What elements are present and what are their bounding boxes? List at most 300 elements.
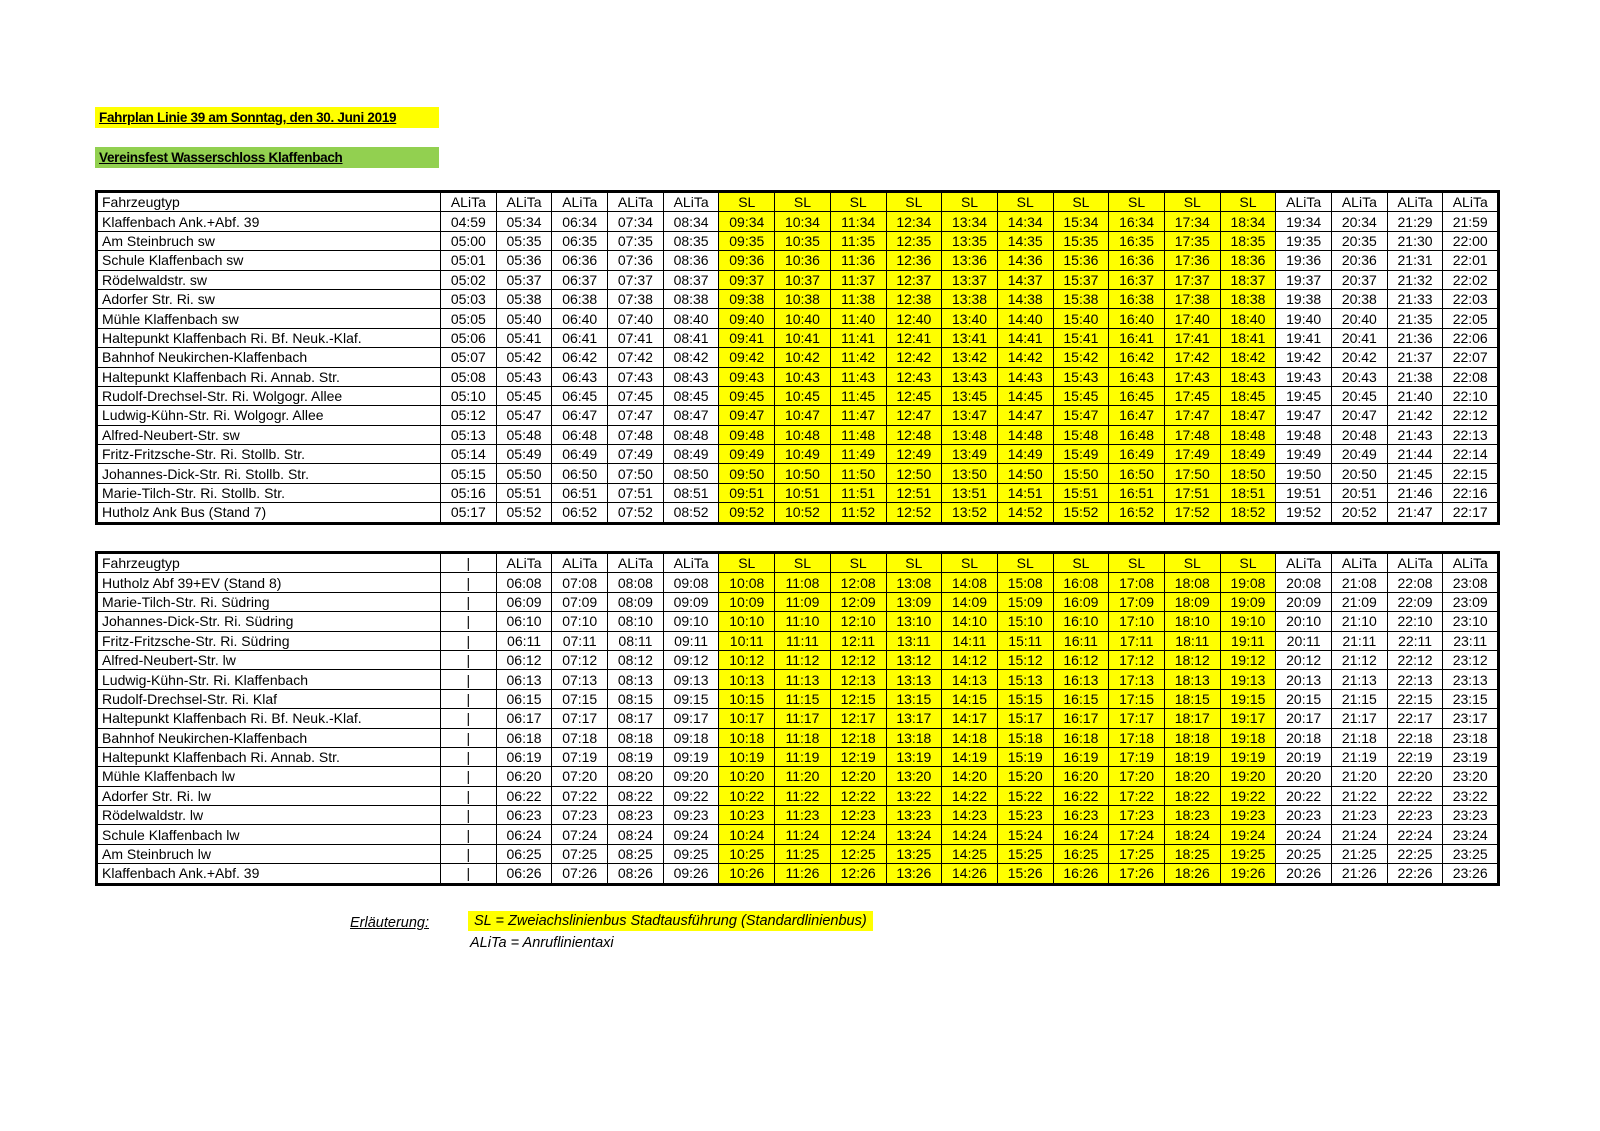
departure-time-cell: 21:46 bbox=[1387, 483, 1443, 502]
departure-time-cell: 21:19 bbox=[1332, 747, 1388, 766]
departure-time-cell: 10:34 bbox=[775, 212, 831, 231]
sl-column-header: SL bbox=[1053, 553, 1109, 573]
departure-time-cell: 13:37 bbox=[942, 270, 998, 289]
departure-time-cell: 20:13 bbox=[1276, 670, 1332, 689]
no-stop-pipe-cell: | bbox=[441, 709, 497, 728]
departure-time-cell: 18:25 bbox=[1164, 844, 1220, 863]
departure-time-cell: 13:20 bbox=[886, 767, 942, 786]
departure-time-cell: 06:49 bbox=[552, 445, 608, 464]
departure-time-cell: 13:22 bbox=[886, 786, 942, 805]
departure-time-cell: 10:18 bbox=[719, 728, 775, 747]
departure-time-cell: 05:34 bbox=[496, 212, 552, 231]
departure-time-cell: 08:45 bbox=[663, 386, 719, 405]
departure-time-cell: 12:09 bbox=[830, 592, 886, 611]
departure-time-cell: 14:11 bbox=[942, 631, 998, 650]
departure-time-cell: 19:40 bbox=[1276, 309, 1332, 328]
departure-time-cell: 16:49 bbox=[1109, 445, 1165, 464]
sl-column-header: SL bbox=[997, 192, 1053, 212]
no-stop-pipe-cell: | bbox=[441, 825, 497, 844]
stop-name-cell: Fritz-Fritzsche-Str. Ri. Stollb. Str. bbox=[97, 445, 441, 464]
stop-name-cell: Am Steinbruch sw bbox=[97, 231, 441, 250]
departure-time-cell: 09:36 bbox=[719, 251, 775, 270]
departure-time-cell: 06:35 bbox=[552, 231, 608, 250]
departure-time-cell: 15:34 bbox=[1053, 212, 1109, 231]
stop-row bbox=[97, 689, 1499, 708]
column-header-row bbox=[97, 553, 1499, 573]
departure-time-cell: 10:51 bbox=[775, 483, 831, 502]
departure-time-cell: 17:51 bbox=[1164, 483, 1220, 502]
departure-time-cell: 09:50 bbox=[719, 464, 775, 483]
departure-time-cell: 09:40 bbox=[719, 309, 775, 328]
departure-time-cell: 10:10 bbox=[719, 612, 775, 631]
departure-time-cell: 18:19 bbox=[1164, 747, 1220, 766]
departure-time-cell: 06:10 bbox=[496, 612, 552, 631]
departure-time-cell: 12:24 bbox=[830, 825, 886, 844]
departure-time-cell: 20:09 bbox=[1276, 592, 1332, 611]
sl-column-header: SL bbox=[1164, 553, 1220, 573]
departure-time-cell: 14:35 bbox=[997, 231, 1053, 250]
stop-row bbox=[97, 251, 1499, 270]
departure-time-cell: 16:08 bbox=[1053, 573, 1109, 592]
sl-column-header: SL bbox=[997, 553, 1053, 573]
alita-column-header: ALiTa bbox=[1332, 192, 1388, 212]
departure-time-cell: 13:35 bbox=[942, 231, 998, 250]
departure-time-cell: 22:05 bbox=[1443, 309, 1499, 328]
stop-name-cell: Haltepunkt Klaffenbach Ri. Bf. Neuk.-Klaf. bbox=[97, 709, 441, 728]
departure-time-cell: 19:25 bbox=[1220, 844, 1276, 863]
fahrzeugtyp-header: Fahrzeugtyp bbox=[97, 553, 441, 573]
departure-time-cell: 10:09 bbox=[719, 592, 775, 611]
departure-time-cell: 07:40 bbox=[608, 309, 664, 328]
departure-time-cell: 14:38 bbox=[997, 289, 1053, 308]
departure-time-cell: 06:12 bbox=[496, 650, 552, 669]
departure-time-cell: 09:25 bbox=[663, 844, 719, 863]
no-stop-pipe-cell: | bbox=[441, 844, 497, 863]
departure-time-cell: 09:08 bbox=[663, 573, 719, 592]
stop-name-cell: Mühle Klaffenbach lw bbox=[97, 767, 441, 786]
departure-time-cell: 13:10 bbox=[886, 612, 942, 631]
departure-time-cell: 21:47 bbox=[1387, 503, 1443, 523]
departure-time-cell: 15:18 bbox=[997, 728, 1053, 747]
departure-time-cell: 11:15 bbox=[775, 689, 831, 708]
departure-time-cell: 15:50 bbox=[1053, 464, 1109, 483]
departure-time-cell: 17:13 bbox=[1109, 670, 1165, 689]
departure-time-cell: 20:48 bbox=[1332, 425, 1388, 444]
departure-time-cell: 16:15 bbox=[1053, 689, 1109, 708]
departure-time-cell: 22:16 bbox=[1443, 483, 1499, 502]
departure-time-cell: 15:13 bbox=[997, 670, 1053, 689]
departure-time-cell: 07:22 bbox=[552, 786, 608, 805]
departure-time-cell: 14:12 bbox=[942, 650, 998, 669]
departure-time-cell: 19:08 bbox=[1220, 573, 1276, 592]
stop-name-cell: Hutholz Ank Bus (Stand 7) bbox=[97, 503, 441, 523]
stop-name-cell: Am Steinbruch lw bbox=[97, 844, 441, 863]
stop-name-cell: Haltepunkt Klaffenbach Ri. Annab. Str. bbox=[97, 367, 441, 386]
departure-time-cell: 19:26 bbox=[1220, 864, 1276, 884]
departure-time-cell: 07:42 bbox=[608, 348, 664, 367]
departure-time-cell: 19:48 bbox=[1276, 425, 1332, 444]
departure-time-cell: 16:37 bbox=[1109, 270, 1165, 289]
departure-time-cell: 08:47 bbox=[663, 406, 719, 425]
departure-time-cell: 13:11 bbox=[886, 631, 942, 650]
departure-time-cell: 11:41 bbox=[830, 328, 886, 347]
departure-time-cell: 20:43 bbox=[1332, 367, 1388, 386]
departure-time-cell: 16:47 bbox=[1109, 406, 1165, 425]
alita-column-header: ALiTa bbox=[663, 192, 719, 212]
departure-time-cell: 07:17 bbox=[552, 709, 608, 728]
departure-time-cell: 20:34 bbox=[1332, 212, 1388, 231]
sl-column-header: SL bbox=[1109, 192, 1165, 212]
departure-time-cell: 21:44 bbox=[1387, 445, 1443, 464]
departure-time-cell: 06:26 bbox=[496, 864, 552, 884]
departure-time-cell: 07:48 bbox=[608, 425, 664, 444]
departure-time-cell: 05:49 bbox=[496, 445, 552, 464]
departure-time-cell: 16:51 bbox=[1109, 483, 1165, 502]
departure-time-cell: 16:52 bbox=[1109, 503, 1165, 523]
departure-time-cell: 16:20 bbox=[1053, 767, 1109, 786]
departure-time-cell: 08:43 bbox=[663, 367, 719, 386]
departure-time-cell: 12:20 bbox=[830, 767, 886, 786]
departure-time-cell: 19:11 bbox=[1220, 631, 1276, 650]
departure-time-cell: 16:24 bbox=[1053, 825, 1109, 844]
departure-time-cell: 15:47 bbox=[1053, 406, 1109, 425]
departure-time-cell: 22:24 bbox=[1387, 825, 1443, 844]
departure-time-cell: 15:26 bbox=[997, 864, 1053, 884]
stop-row bbox=[97, 631, 1499, 650]
departure-time-cell: 12:49 bbox=[886, 445, 942, 464]
departure-time-cell: 12:42 bbox=[886, 348, 942, 367]
stop-row bbox=[97, 503, 1499, 523]
stop-name-cell: Hutholz Abf 39+EV (Stand 8) bbox=[97, 573, 441, 592]
departure-time-cell: 08:11 bbox=[608, 631, 664, 650]
departure-time-cell: 22:08 bbox=[1443, 367, 1499, 386]
alita-column-header: ALiTa bbox=[552, 192, 608, 212]
departure-time-cell: 15:51 bbox=[1053, 483, 1109, 502]
departure-time-cell: 20:52 bbox=[1332, 503, 1388, 523]
stop-row bbox=[97, 592, 1499, 611]
departure-time-cell: 22:15 bbox=[1387, 689, 1443, 708]
departure-time-cell: 15:36 bbox=[1053, 251, 1109, 270]
departure-time-cell: 09:38 bbox=[719, 289, 775, 308]
departure-time-cell: 18:36 bbox=[1220, 251, 1276, 270]
departure-time-cell: 05:07 bbox=[441, 348, 497, 367]
departure-time-cell: 22:09 bbox=[1387, 592, 1443, 611]
departure-time-cell: 17:26 bbox=[1109, 864, 1165, 884]
departure-time-cell: 11:26 bbox=[775, 864, 831, 884]
stop-row bbox=[97, 309, 1499, 328]
departure-time-cell: 14:20 bbox=[942, 767, 998, 786]
departure-time-cell: 08:18 bbox=[608, 728, 664, 747]
departure-time-cell: 21:08 bbox=[1332, 573, 1388, 592]
no-stop-pipe-cell: | bbox=[441, 747, 497, 766]
departure-time-cell: 11:20 bbox=[775, 767, 831, 786]
departure-time-cell: 12:13 bbox=[830, 670, 886, 689]
departure-time-cell: 14:17 bbox=[942, 709, 998, 728]
pipe-column-header: | bbox=[441, 553, 497, 573]
departure-time-cell: 12:10 bbox=[830, 612, 886, 631]
departure-time-cell: 14:10 bbox=[942, 612, 998, 631]
departure-time-cell: 16:11 bbox=[1053, 631, 1109, 650]
departure-time-cell: 17:09 bbox=[1109, 592, 1165, 611]
departure-time-cell: 13:50 bbox=[942, 464, 998, 483]
departure-time-cell: 15:43 bbox=[1053, 367, 1109, 386]
departure-time-cell: 05:16 bbox=[441, 483, 497, 502]
departure-time-cell: 17:36 bbox=[1164, 251, 1220, 270]
departure-time-cell: 19:15 bbox=[1220, 689, 1276, 708]
departure-time-cell: 14:40 bbox=[997, 309, 1053, 328]
departure-time-cell: 23:13 bbox=[1443, 670, 1499, 689]
departure-time-cell: 05:43 bbox=[496, 367, 552, 386]
departure-time-cell: 12:41 bbox=[886, 328, 942, 347]
departure-time-cell: 18:13 bbox=[1164, 670, 1220, 689]
departure-time-cell: 07:47 bbox=[608, 406, 664, 425]
no-stop-pipe-cell: | bbox=[441, 670, 497, 689]
departure-time-cell: 11:11 bbox=[775, 631, 831, 650]
departure-time-cell: 15:49 bbox=[1053, 445, 1109, 464]
departure-time-cell: 13:25 bbox=[886, 844, 942, 863]
departure-time-cell: 11:13 bbox=[775, 670, 831, 689]
departure-time-cell: 06:51 bbox=[552, 483, 608, 502]
departure-time-cell: 09:37 bbox=[719, 270, 775, 289]
stop-row bbox=[97, 670, 1499, 689]
stop-name-cell: Alfred-Neubert-Str. lw bbox=[97, 650, 441, 669]
departure-time-cell: 22:13 bbox=[1387, 670, 1443, 689]
departure-time-cell: 15:08 bbox=[997, 573, 1053, 592]
departure-time-cell: 18:12 bbox=[1164, 650, 1220, 669]
departure-time-cell: 20:37 bbox=[1332, 270, 1388, 289]
stop-name-cell: Adorfer Str. Ri. lw bbox=[97, 786, 441, 805]
departure-time-cell: 14:50 bbox=[997, 464, 1053, 483]
departure-time-cell: 18:49 bbox=[1220, 445, 1276, 464]
departure-time-cell: 11:12 bbox=[775, 650, 831, 669]
departure-time-cell: 13:12 bbox=[886, 650, 942, 669]
departure-time-cell: 22:25 bbox=[1387, 844, 1443, 863]
no-stop-pipe-cell: | bbox=[441, 612, 497, 631]
departure-time-cell: 17:25 bbox=[1109, 844, 1165, 863]
departure-time-cell: 21:09 bbox=[1332, 592, 1388, 611]
departure-time-cell: 11:38 bbox=[830, 289, 886, 308]
departure-time-cell: 06:08 bbox=[496, 573, 552, 592]
departure-time-cell: 07:51 bbox=[608, 483, 664, 502]
departure-time-cell: 22:23 bbox=[1387, 806, 1443, 825]
departure-time-cell: 14:13 bbox=[942, 670, 998, 689]
stop-name-cell: Haltepunkt Klaffenbach Ri. Annab. Str. bbox=[97, 747, 441, 766]
departure-time-cell: 22:12 bbox=[1387, 650, 1443, 669]
departure-time-cell: 14:23 bbox=[942, 806, 998, 825]
departure-time-cell: 10:52 bbox=[775, 503, 831, 523]
departure-time-cell: 16:26 bbox=[1053, 864, 1109, 884]
departure-time-cell: 08:17 bbox=[608, 709, 664, 728]
departure-time-cell: 22:13 bbox=[1443, 425, 1499, 444]
departure-time-cell: 11:23 bbox=[775, 806, 831, 825]
departure-time-cell: 07:41 bbox=[608, 328, 664, 347]
departure-time-cell: 11:51 bbox=[830, 483, 886, 502]
departure-time-cell: 17:40 bbox=[1164, 309, 1220, 328]
stop-row bbox=[97, 425, 1499, 444]
departure-time-cell: 10:17 bbox=[719, 709, 775, 728]
departure-time-cell: 20:26 bbox=[1276, 864, 1332, 884]
timetable-return bbox=[95, 551, 1500, 886]
departure-time-cell: 18:20 bbox=[1164, 767, 1220, 786]
departure-time-cell: 06:22 bbox=[496, 786, 552, 805]
no-stop-pipe-cell: | bbox=[441, 650, 497, 669]
departure-time-cell: 13:38 bbox=[942, 289, 998, 308]
departure-time-cell: 18:41 bbox=[1220, 328, 1276, 347]
departure-time-cell: 06:11 bbox=[496, 631, 552, 650]
stop-name-cell: Klaffenbach Ank.+Abf. 39 bbox=[97, 212, 441, 231]
departure-time-cell: 10:50 bbox=[775, 464, 831, 483]
departure-time-cell: 18:37 bbox=[1220, 270, 1276, 289]
departure-time-cell: 07:15 bbox=[552, 689, 608, 708]
departure-time-cell: 18:15 bbox=[1164, 689, 1220, 708]
departure-time-cell: 11:45 bbox=[830, 386, 886, 405]
stop-name-cell: Schule Klaffenbach lw bbox=[97, 825, 441, 844]
departure-time-cell: 19:35 bbox=[1276, 231, 1332, 250]
departure-time-cell: 10:43 bbox=[775, 367, 831, 386]
stop-name-cell: Adorfer Str. Ri. sw bbox=[97, 289, 441, 308]
departure-time-cell: 21:12 bbox=[1332, 650, 1388, 669]
no-stop-pipe-cell: | bbox=[441, 806, 497, 825]
departure-time-cell: 06:52 bbox=[552, 503, 608, 523]
stop-row bbox=[97, 212, 1499, 231]
departure-time-cell: 21:42 bbox=[1387, 406, 1443, 425]
departure-time-cell: 10:26 bbox=[719, 864, 775, 884]
departure-time-cell: 06:48 bbox=[552, 425, 608, 444]
departure-time-cell: 20:36 bbox=[1332, 251, 1388, 270]
departure-time-cell: 21:31 bbox=[1387, 251, 1443, 270]
legend-label: Erläuterung: bbox=[350, 915, 429, 931]
departure-time-cell: 18:26 bbox=[1164, 864, 1220, 884]
departure-time-cell: 20:24 bbox=[1276, 825, 1332, 844]
stop-row bbox=[97, 612, 1499, 631]
departure-time-cell: 17:35 bbox=[1164, 231, 1220, 250]
sl-column-header: SL bbox=[830, 553, 886, 573]
departure-time-cell: 07:13 bbox=[552, 670, 608, 689]
stop-name-cell: Schule Klaffenbach sw bbox=[97, 251, 441, 270]
departure-time-cell: 10:22 bbox=[719, 786, 775, 805]
departure-time-cell: 19:49 bbox=[1276, 445, 1332, 464]
departure-time-cell: 22:01 bbox=[1443, 251, 1499, 270]
departure-time-cell: 18:18 bbox=[1164, 728, 1220, 747]
sl-column-header: SL bbox=[1220, 192, 1276, 212]
departure-time-cell: 22:10 bbox=[1387, 612, 1443, 631]
no-stop-pipe-cell: | bbox=[441, 728, 497, 747]
departure-time-cell: 14:34 bbox=[997, 212, 1053, 231]
departure-time-cell: 05:12 bbox=[441, 406, 497, 425]
departure-time-cell: 08:26 bbox=[608, 864, 664, 884]
departure-time-cell: 10:35 bbox=[775, 231, 831, 250]
departure-time-cell: 19:37 bbox=[1276, 270, 1332, 289]
departure-time-cell: 14:42 bbox=[997, 348, 1053, 367]
departure-time-cell: 17:15 bbox=[1109, 689, 1165, 708]
departure-time-cell: 05:17 bbox=[441, 503, 497, 523]
departure-time-cell: 21:30 bbox=[1387, 231, 1443, 250]
departure-time-cell: 05:08 bbox=[441, 367, 497, 386]
departure-time-cell: 12:40 bbox=[886, 309, 942, 328]
departure-time-cell: 10:41 bbox=[775, 328, 831, 347]
departure-time-cell: 06:20 bbox=[496, 767, 552, 786]
departure-time-cell: 14:18 bbox=[942, 728, 998, 747]
sl-column-header: SL bbox=[719, 553, 775, 573]
alita-column-header: ALiTa bbox=[496, 553, 552, 573]
alita-column-header: ALiTa bbox=[1443, 192, 1499, 212]
departure-time-cell: 16:45 bbox=[1109, 386, 1165, 405]
departure-time-cell: 12:25 bbox=[830, 844, 886, 863]
departure-time-cell: 19:17 bbox=[1220, 709, 1276, 728]
departure-time-cell: 07:20 bbox=[552, 767, 608, 786]
departure-time-cell: 09:26 bbox=[663, 864, 719, 884]
departure-time-cell: 11:19 bbox=[775, 747, 831, 766]
departure-time-cell: 16:17 bbox=[1053, 709, 1109, 728]
stop-name-cell: Marie-Tilch-Str. Ri. Südring bbox=[97, 592, 441, 611]
departure-time-cell: 11:09 bbox=[775, 592, 831, 611]
departure-time-cell: 15:42 bbox=[1053, 348, 1109, 367]
alita-column-header: ALiTa bbox=[1276, 192, 1332, 212]
departure-time-cell: 13:34 bbox=[942, 212, 998, 231]
departure-time-cell: 09:49 bbox=[719, 445, 775, 464]
departure-time-cell: 19:50 bbox=[1276, 464, 1332, 483]
departure-time-cell: 08:36 bbox=[663, 251, 719, 270]
departure-time-cell: 05:02 bbox=[441, 270, 497, 289]
departure-time-cell: 20:38 bbox=[1332, 289, 1388, 308]
legend-alita-definition: ALiTa = Anruflinientaxi bbox=[470, 935, 614, 951]
departure-time-cell: 09:41 bbox=[719, 328, 775, 347]
departure-time-cell: 08:41 bbox=[663, 328, 719, 347]
departure-time-cell: 15:40 bbox=[1053, 309, 1109, 328]
departure-time-cell: 06:34 bbox=[552, 212, 608, 231]
departure-time-cell: 15:48 bbox=[1053, 425, 1109, 444]
departure-time-cell: 12:36 bbox=[886, 251, 942, 270]
document-subtitle: Vereinsfest Wasserschloss Klaffenbach bbox=[95, 147, 439, 168]
departure-time-cell: 05:15 bbox=[441, 464, 497, 483]
departure-time-cell: 23:24 bbox=[1443, 825, 1499, 844]
departure-time-cell: 23:18 bbox=[1443, 728, 1499, 747]
departure-time-cell: 22:11 bbox=[1387, 631, 1443, 650]
stop-row bbox=[97, 786, 1499, 805]
departure-time-cell: 09:11 bbox=[663, 631, 719, 650]
departure-time-cell: 17:37 bbox=[1164, 270, 1220, 289]
departure-time-cell: 09:47 bbox=[719, 406, 775, 425]
departure-time-cell: 08:42 bbox=[663, 348, 719, 367]
departure-time-cell: 18:24 bbox=[1164, 825, 1220, 844]
departure-time-cell: 06:23 bbox=[496, 806, 552, 825]
departure-time-cell: 08:23 bbox=[608, 806, 664, 825]
no-stop-pipe-cell: | bbox=[441, 864, 497, 884]
departure-time-cell: 15:19 bbox=[997, 747, 1053, 766]
no-stop-pipe-cell: | bbox=[441, 786, 497, 805]
departure-time-cell: 17:38 bbox=[1164, 289, 1220, 308]
stop-row bbox=[97, 289, 1499, 308]
departure-time-cell: 09:35 bbox=[719, 231, 775, 250]
no-stop-pipe-cell: | bbox=[441, 689, 497, 708]
departure-time-cell: 21:32 bbox=[1387, 270, 1443, 289]
departure-time-cell: 06:09 bbox=[496, 592, 552, 611]
departure-time-cell: 07:25 bbox=[552, 844, 608, 863]
departure-time-cell: 05:48 bbox=[496, 425, 552, 444]
departure-time-cell: 11:48 bbox=[830, 425, 886, 444]
departure-time-cell: 23:26 bbox=[1443, 864, 1499, 884]
departure-time-cell: 15:23 bbox=[997, 806, 1053, 825]
departure-time-cell: 08:19 bbox=[608, 747, 664, 766]
departure-time-cell: 05:47 bbox=[496, 406, 552, 425]
departure-time-cell: 22:10 bbox=[1443, 386, 1499, 405]
departure-time-cell: 06:24 bbox=[496, 825, 552, 844]
departure-time-cell: 07:43 bbox=[608, 367, 664, 386]
stop-name-cell: Johannes-Dick-Str. Ri. Südring bbox=[97, 612, 441, 631]
departure-time-cell: 11:24 bbox=[775, 825, 831, 844]
departure-time-cell: 21:59 bbox=[1443, 212, 1499, 231]
departure-time-cell: 14:41 bbox=[997, 328, 1053, 347]
